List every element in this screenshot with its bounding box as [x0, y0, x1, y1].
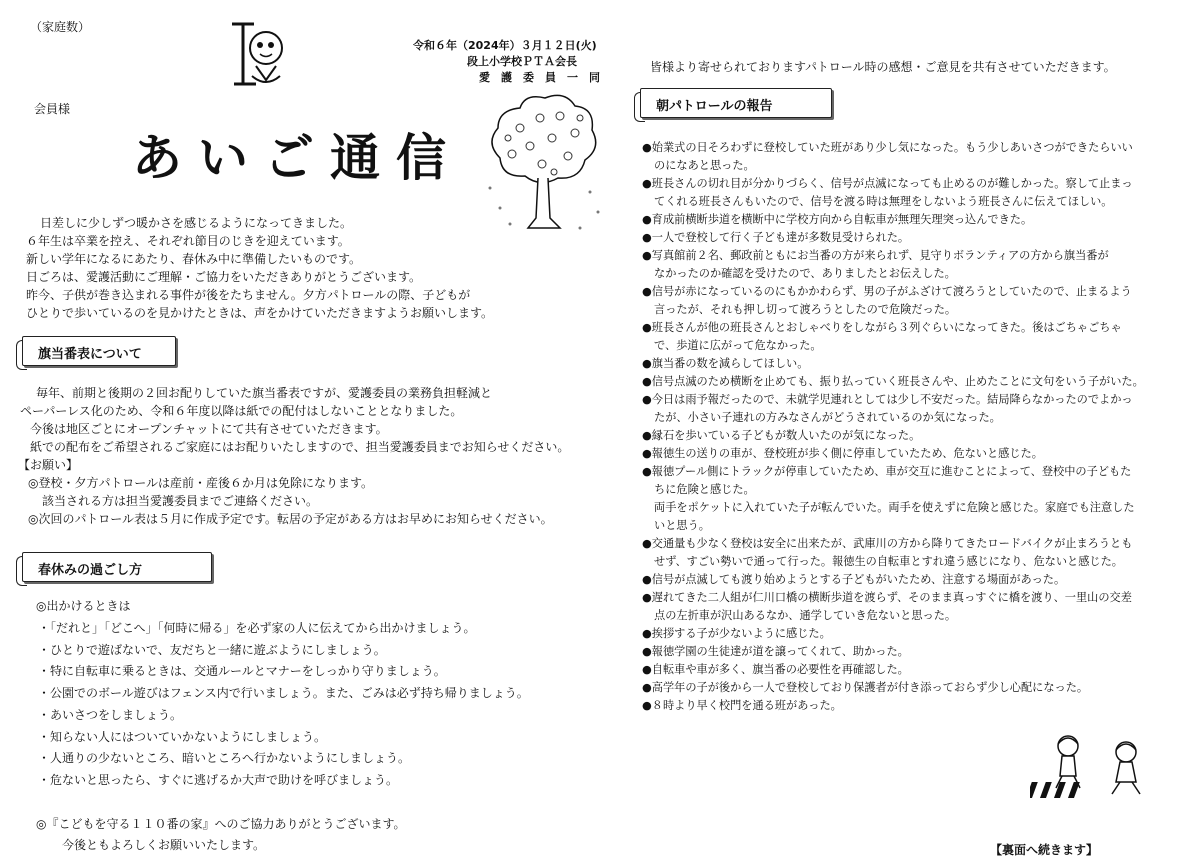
school-logo-icon	[228, 18, 290, 90]
report-line: たが、小さい子連れの方みなさんがどうされているのか気になった。	[654, 411, 1001, 424]
report-line: ●信号点滅のため横断を止めても、振り払っていく班長さんや、止めたことに文句をいう子がいた。	[642, 375, 1144, 388]
report-line: ●報徳プール側にトラックが停車していたため、車が交互に進むことによって、登校中の子どもた	[642, 465, 1132, 478]
spring-line: ・知らない人にはついていかないようにしましょう。	[38, 730, 327, 744]
report-line: 言ったが、それも押し切って渡ろうとしたので危険だった。	[654, 303, 957, 316]
committee: 愛 護 委 員 一 同	[479, 71, 600, 84]
patrol-intro: 皆様より寄せられておりますパトロール時の感想・ご意見を共有させていただきます。	[650, 60, 1116, 74]
spring-line: ・公園でのボール遊びはフェンス内で行いましょう。また、ごみは必ず持ち帰りましょう。	[38, 686, 529, 700]
report-line: ●今日は雨予報だったので、未就学児連れとしては少し不安だった。結局降らなかったのでよかっ	[642, 393, 1133, 406]
issue-date: 令和６年（2024年）３月１２日(火)	[413, 39, 597, 52]
children-crossing-icon	[1030, 732, 1160, 804]
spring-line: ・特に自転車に乗るときは、交通ルールとマナーをしっかり守りましょう。	[38, 664, 446, 678]
flag-duty-heading	[16, 336, 176, 370]
report-line: いと思う。	[654, 519, 710, 532]
spring-line: ◎『こどもを守る１１０番の家』へのご協力ありがとうございます。	[36, 817, 406, 831]
intro-line: 日差しに少しずつ暖かさを感じるようになってきました。	[40, 216, 353, 230]
addressee: 会員様	[34, 102, 71, 116]
page-title: あいご通信	[132, 128, 462, 187]
report-line: ●一人で登校して行く子ども達が多数見受けられた。	[642, 231, 910, 244]
flag-duty-heading-label: 旗当番表について	[38, 347, 142, 362]
report-line: 点の左折車が沢山あるなか、通学していき危ないと思った。	[654, 609, 957, 622]
report-line: 両手をポケットに入れていた子が転んでいた。両手を使えずに危険と感じた。家庭でも注意した	[654, 501, 1135, 514]
request-label: 【お願い】	[18, 458, 79, 472]
morning-patrol-heading-label: 朝パトロールの報告	[656, 99, 773, 114]
spring-line: ・人通りの少ないところ、暗いところへ行かないようにしましょう。	[38, 751, 411, 765]
report-line: ●８時より早く校門を通る班があった。	[642, 699, 842, 712]
spring-line: ・あいさつをしましょう。	[38, 708, 183, 722]
spring-line: ・「だれと」「どこへ」「何時に帰る」を必ず家の人に伝えてから出かけましょう。	[38, 621, 476, 635]
cherry-tree-icon	[480, 88, 610, 238]
report-line: ●縁石を歩いている子どもが数人いたのが気になった。	[642, 429, 921, 442]
spring-line: ・危ないと思ったら、すぐに逃げるか大声で助けを呼びましょう。	[38, 773, 399, 787]
report-line: ●旗当番の数を減らしてほしい。	[642, 357, 809, 370]
flag-duty-line: 紙での配布をご希望されるご家庭にはお配りいたしますので、担当愛護委員までお知らせください。	[30, 440, 570, 454]
report-line: ●報徳生の送りの車が、登校班が歩く側に停車していたため、危ないと感じた。	[642, 447, 1043, 460]
report-line: ●写真館前２名、郵政前ともにお当番の方が来られず、見守りボランティアの方から旗当番が	[642, 249, 1109, 262]
report-line: せず、すごい勢いで通って行った。報徳生の自転車とすれ違う感じになり、危ないと感じた。	[654, 555, 1123, 568]
report-line: ●育成前横断歩道を横断中に学校方向から自転車が無理矢理突っ込んできた。	[642, 213, 1033, 226]
report-line: ●挨拶する子が少ないように感じた。	[642, 627, 831, 640]
report-line: ちに危険と感じた。	[654, 483, 755, 496]
report-line: ●班長さんの切れ目が分かりづらく、信号が点滅になっても止めるのが難しかった。察して止まっ	[642, 177, 1133, 190]
report-line: ●信号が赤になっているのにもかかわらず、男の子がふざけて渡ろうとしていたので、止まるよう	[642, 285, 1132, 298]
report-line: ●報徳学園の生徒達が道を譲ってくれて、助かった。	[642, 645, 909, 658]
report-line: なかったのか確認を受けたので、ありましたとお伝えした。	[654, 267, 956, 280]
flag-duty-line: ◎次回のパトロール表は５月に作成予定です。転居の予定がある方はお早めにお知らせください。	[28, 512, 553, 526]
spring-line: 今後ともよろしくお願いいたします。	[62, 838, 266, 852]
report-line: ●班長さんが他の班長さんとおしゃべりをしながら３列ぐらいになってきた。後はごちゃごちゃ	[642, 321, 1122, 334]
spring-break-heading-label: 春休みの過ごし方	[38, 563, 143, 578]
report-line: ●信号が点滅しても渡り始めようとする子どもがいたため、注意する場面があった。	[642, 573, 1066, 586]
intro-line: 昨今、子供が巻き込まれる事件が後をたちません。夕方パトロールの際、子どもが	[26, 288, 471, 302]
flag-duty-line: 毎年、前期と後期の２回お配りしていた旗当番表ですが、愛護委員の業務負担軽減と	[36, 386, 493, 400]
report-line: で、歩道に広がって危なかった。	[654, 339, 822, 352]
report-line: ●高学年の子が後から一人で登校しており保護者が付き添っておらず少し心配になった。	[642, 681, 1089, 694]
issuer: 段上小学校ＰＴＡ会長	[467, 55, 577, 68]
patrol-report-list	[642, 139, 1187, 729]
intro-line: 日ごろは、愛護活動にご理解・ご協力をいただきありがとうございます。	[26, 270, 422, 284]
flag-duty-line: 該当される方は担当愛護委員までご連絡ください。	[42, 494, 319, 508]
report-line: ●遅れてきた二人組が仁川口橋の横断歩道を渡らず、そのまま真っすぐに橋を渡り、一里山の交差	[642, 591, 1132, 604]
intro-line: ひとりで歩いているのを見かけたときは、声をかけていただきますようお願いします。	[26, 306, 494, 320]
report-line: ●始業式の日そろわずに登校していた班があり少し気になった。もう少しあいさつができたらいい	[642, 141, 1133, 154]
morning-patrol-heading	[634, 88, 832, 122]
flag-duty-line: 今後は地区ごとにオープンチャットにて共有させていただきます。	[30, 422, 388, 436]
household-label: （家庭数）	[30, 20, 91, 34]
intro-line: 新しい学年になるにあたり、春休み中に準備したいものです。	[26, 252, 362, 266]
report-line: ●自転車や車が多く、旗当番の必要性を再確認した。	[642, 663, 909, 676]
flag-duty-line: ◎登校・夕方パトロールは産前・産後６か月は免除になります。	[28, 476, 374, 490]
continue-on-back: 【裏面へ続きます】	[990, 843, 1099, 857]
flag-duty-line: ペーパーレス化のため、令和６年度以降は紙での配付はしないこととなりました。	[20, 404, 463, 418]
spring-line: ・ひとりで遊ばないで、友だちと一緒に遊ぶようにしましょう。	[38, 643, 386, 657]
report-line: ●交通量も少なく登校は安全に出来たが、武庫川の方から降りてきたロードバイクが止まろうとも	[642, 537, 1133, 550]
report-line: てくれる班長さんもいたので、信号を渡る時は無理をしないよう班長さんに伝えてほしい。	[654, 195, 1113, 208]
report-line: のになあと思った。	[654, 159, 755, 172]
spring-line: ◎出かけるときは	[36, 599, 131, 613]
spring-break-heading	[16, 552, 212, 586]
intro-line: ６年生は卒業を控え、それぞれ節目のじきを迎えています。	[26, 234, 350, 248]
